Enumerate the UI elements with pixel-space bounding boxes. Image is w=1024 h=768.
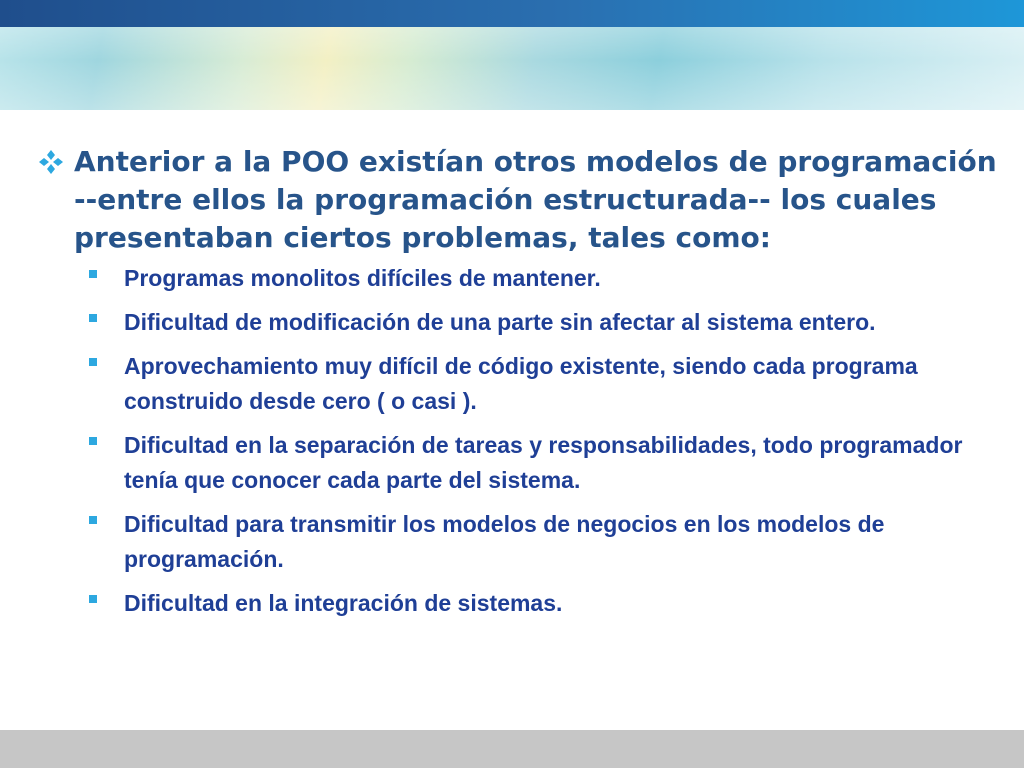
square-bullet-icon	[89, 516, 97, 524]
list-item	[38, 428, 998, 498]
square-bullet-icon	[89, 358, 97, 366]
sub-point-text: Dificultad para transmitir los modelos de negocios en los modelos de programación.	[124, 511, 885, 572]
square-bullet-icon	[89, 595, 97, 603]
sub-point-text: Aprovechamiento muy difícil de código existente, siendo cada programa construido desde cero ( o casi ).	[124, 353, 918, 414]
list-item	[38, 305, 998, 340]
main-bullet-item	[38, 143, 998, 257]
footer-bar	[0, 730, 1024, 768]
sub-point-text: Dificultad en la integración de sistemas.	[124, 590, 563, 616]
main-point-text: Anterior a la POO existían otros modelos de programación --entre ellos la programación estructurada-- los cuales presentaban ciertos problemas, tales como:	[74, 145, 997, 254]
slide-content	[38, 143, 998, 630]
list-item	[38, 586, 998, 621]
sub-point-text: Dificultad en la separación de tareas y responsabilidades, todo programador tenía que conocer cada parte del sistema.	[124, 432, 963, 493]
header-banner-shine	[0, 27, 1024, 110]
sub-point-text: Programas monolitos difíciles de mantener.	[124, 265, 601, 291]
list-item	[38, 261, 998, 296]
list-item	[38, 349, 998, 419]
sub-point-text: Dificultad de modificación de una parte sin afectar al sistema entero.	[124, 309, 876, 335]
diamond-four-petal-icon	[38, 149, 64, 175]
square-bullet-icon	[89, 314, 97, 322]
list-item	[38, 507, 998, 577]
sub-point-list	[38, 261, 998, 621]
header-bar	[0, 0, 1024, 27]
square-bullet-icon	[89, 270, 97, 278]
square-bullet-icon	[89, 437, 97, 445]
